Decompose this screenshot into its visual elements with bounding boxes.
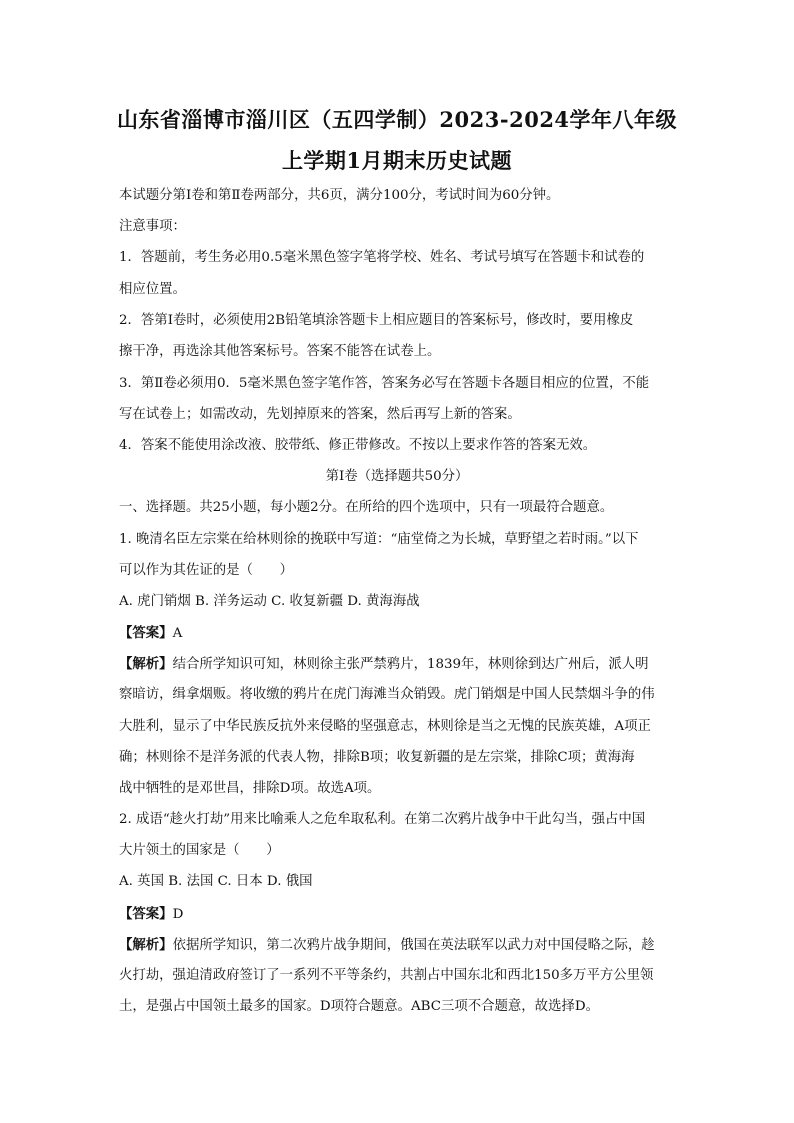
answer-label: 【答案】: [119, 906, 173, 922]
question-1-analysis-line-2: 察暗访，缉拿烟贩。将收缴的鸦片在虎门海滩当众销毁。虎门销烟是中国人民禁烟斗争的伟: [119, 687, 655, 702]
note-4-line-1: 4．答案不能使用涂改液、胶带纸、修正带修改。不按以上要求作答的答案无效。: [119, 438, 597, 453]
analysis-label: 【解析】: [119, 656, 173, 672]
exam-title-line-2: 上学期1月期末历史试题: [281, 148, 513, 173]
question-1-answer: [119, 624, 679, 643]
analysis-label: 【解析】: [119, 937, 173, 953]
note-3-line-2: 写在试卷上；如需改动，先划掉原来的答案，然后再写上新的答案。: [119, 407, 521, 422]
question-2-analysis-line-2: 火打劫，强迫清政府签订了一系列不平等条约，共割占中国东北和西北150多万平方公里领: [119, 968, 654, 983]
question-1-analysis-line-3: 大胜利，显示了中华民族反抗外来侵略的坚强意志，林则徐是当之无愧的民族英雄，A项正: [119, 719, 651, 734]
note-2-line-2: 擦干净，再选涂其他答案标号。答案不能答在试卷上。: [119, 344, 441, 359]
question-2-analysis-line-3: 土，是强占中国领土最多的国家。D项符合题意。ABC三项不合题意，故选择D。: [119, 999, 599, 1014]
question-2-answer: [119, 905, 679, 924]
note-1-line-1: 1．答题前，考生务必用0.5毫米黑色签字笔将学校、姓名、考试号填写在答题卡和试卷的: [119, 250, 645, 265]
question-1-analysis-line-5: 战中牺牲的是邓世昌，排除D项。故选A项。: [119, 781, 381, 796]
note-2-line-1: 2．答第Ⅰ卷时，必须使用2B铅笔填涂答题卡上相应题目的答案标号，修改时，要用橡皮: [119, 313, 634, 328]
question-2-options: A. 英国 B. 法国 C. 日本 D. 俄国: [119, 874, 313, 889]
intro-text: 本试题分第Ⅰ卷和第Ⅱ卷两部分，共6页，满分100分，考试时间为60分钟。: [119, 188, 560, 203]
note-3-line-1: 3．第Ⅱ卷必须用0．5毫米黑色签字笔作答，答案务必写在答题卡各题目相应的位置，不能: [119, 376, 650, 391]
question-1-analysis-line-1: [119, 655, 679, 674]
question-2-stem-line-2: 大片领土的国家是（ ）: [119, 843, 280, 858]
question-1-analysis-line-4: 确；林则徐不是洋务派的代表人物，排除B项；收复新疆的是左宗棠，排除C项；黄海海: [119, 750, 635, 765]
notice-heading: 注意事项：: [119, 219, 186, 234]
section-instructions: 一、选择题。共25小题，每小题2分。在所给的四个选项中，只有一项最符合题意。: [119, 500, 614, 515]
question-1-options: A. 虎门销烟 B. 洋务运动 C. 收复新疆 D. 黄海海战: [119, 594, 420, 609]
analysis-text: 结合所学知识可知，林则徐主张严禁鸦片，1839年，林则徐到达广州后，派人明: [172, 657, 649, 672]
answer-label: 【答案】: [119, 625, 173, 641]
question-2-analysis-line-1: [119, 936, 679, 955]
analysis-text: 依据所学知识，第二次鸦片战争期间，俄国在英法联军以武力对中国侵略之际，趁: [172, 938, 655, 953]
answer-value: D: [172, 907, 184, 922]
exam-title-line-1: 山东省淄博市淄川区（五四学制）2023-2024学年八年级: [116, 107, 678, 132]
question-1-stem-line-2: 可以作为其佐证的是（ ）: [119, 563, 294, 578]
question-1-stem-line-1: 1. 晚清名臣左宗棠在给林则徐的挽联中写道：“庙堂倚之为长城，草野望之若时雨。”以下: [119, 532, 639, 547]
answer-value: A: [172, 626, 183, 641]
note-1-line-2: 相应位置。: [119, 282, 186, 297]
section-title: 第Ⅰ卷（选择题共50分）: [325, 469, 469, 484]
question-2-stem-line-1: 2. 成语“趁火打劫”用来比喻乘人之危牟取私利。在第二次鸦片战争中干此勾当，强占中国: [119, 812, 646, 827]
